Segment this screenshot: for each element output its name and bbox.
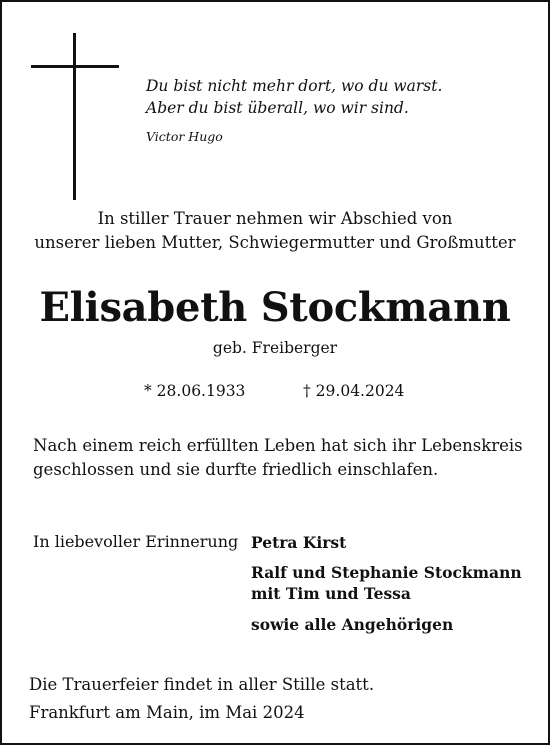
life-text [33, 434, 533, 482]
birth-date: * 28.06.1933 [144, 382, 246, 400]
quote-line: Du bist nicht mehr dort, wo du warst. [146, 77, 443, 95]
mourner-name: Petra Kirst [251, 533, 347, 552]
quote-line: Aber du bist überall, wo wir sind. [146, 99, 409, 117]
quote-author: Victor Hugo [146, 129, 223, 144]
life-text-line: Nach einem reich erfüllten Leben hat sich ihr Lebenskreis [33, 436, 523, 455]
mourner-name: mit Tim und Tessa [251, 584, 411, 603]
place-date: Frankfurt am Main, im Mai 2024 [29, 703, 305, 722]
intro-line: In stiller Trauer nehmen wir Abschied von [97, 209, 453, 228]
life-text-line: geschlossen und sie durfte friedlich einschlafen. [33, 460, 439, 479]
deceased-name: Elisabeth Stockmann [39, 284, 511, 331]
intro-line: unserer lieben Mutter, Schwiegermutter und Großmutter [34, 233, 516, 252]
service-note: Die Trauerfeier findet in aller Stille statt. [29, 675, 375, 694]
mourner-name: Ralf und Stephanie Stockmann [251, 563, 522, 582]
mourner-name: sowie alle Angehörigen [251, 615, 454, 634]
cross-icon-bar [31, 65, 119, 68]
memory-label: In liebevoller Erinnerung [33, 532, 239, 551]
death-date: † 29.04.2024 [303, 382, 405, 400]
intro-text [2, 207, 548, 255]
mourner-list [251, 532, 541, 635]
maiden-name: geb. Freiberger [212, 339, 338, 357]
quote [146, 75, 526, 119]
cross-icon [73, 33, 76, 200]
